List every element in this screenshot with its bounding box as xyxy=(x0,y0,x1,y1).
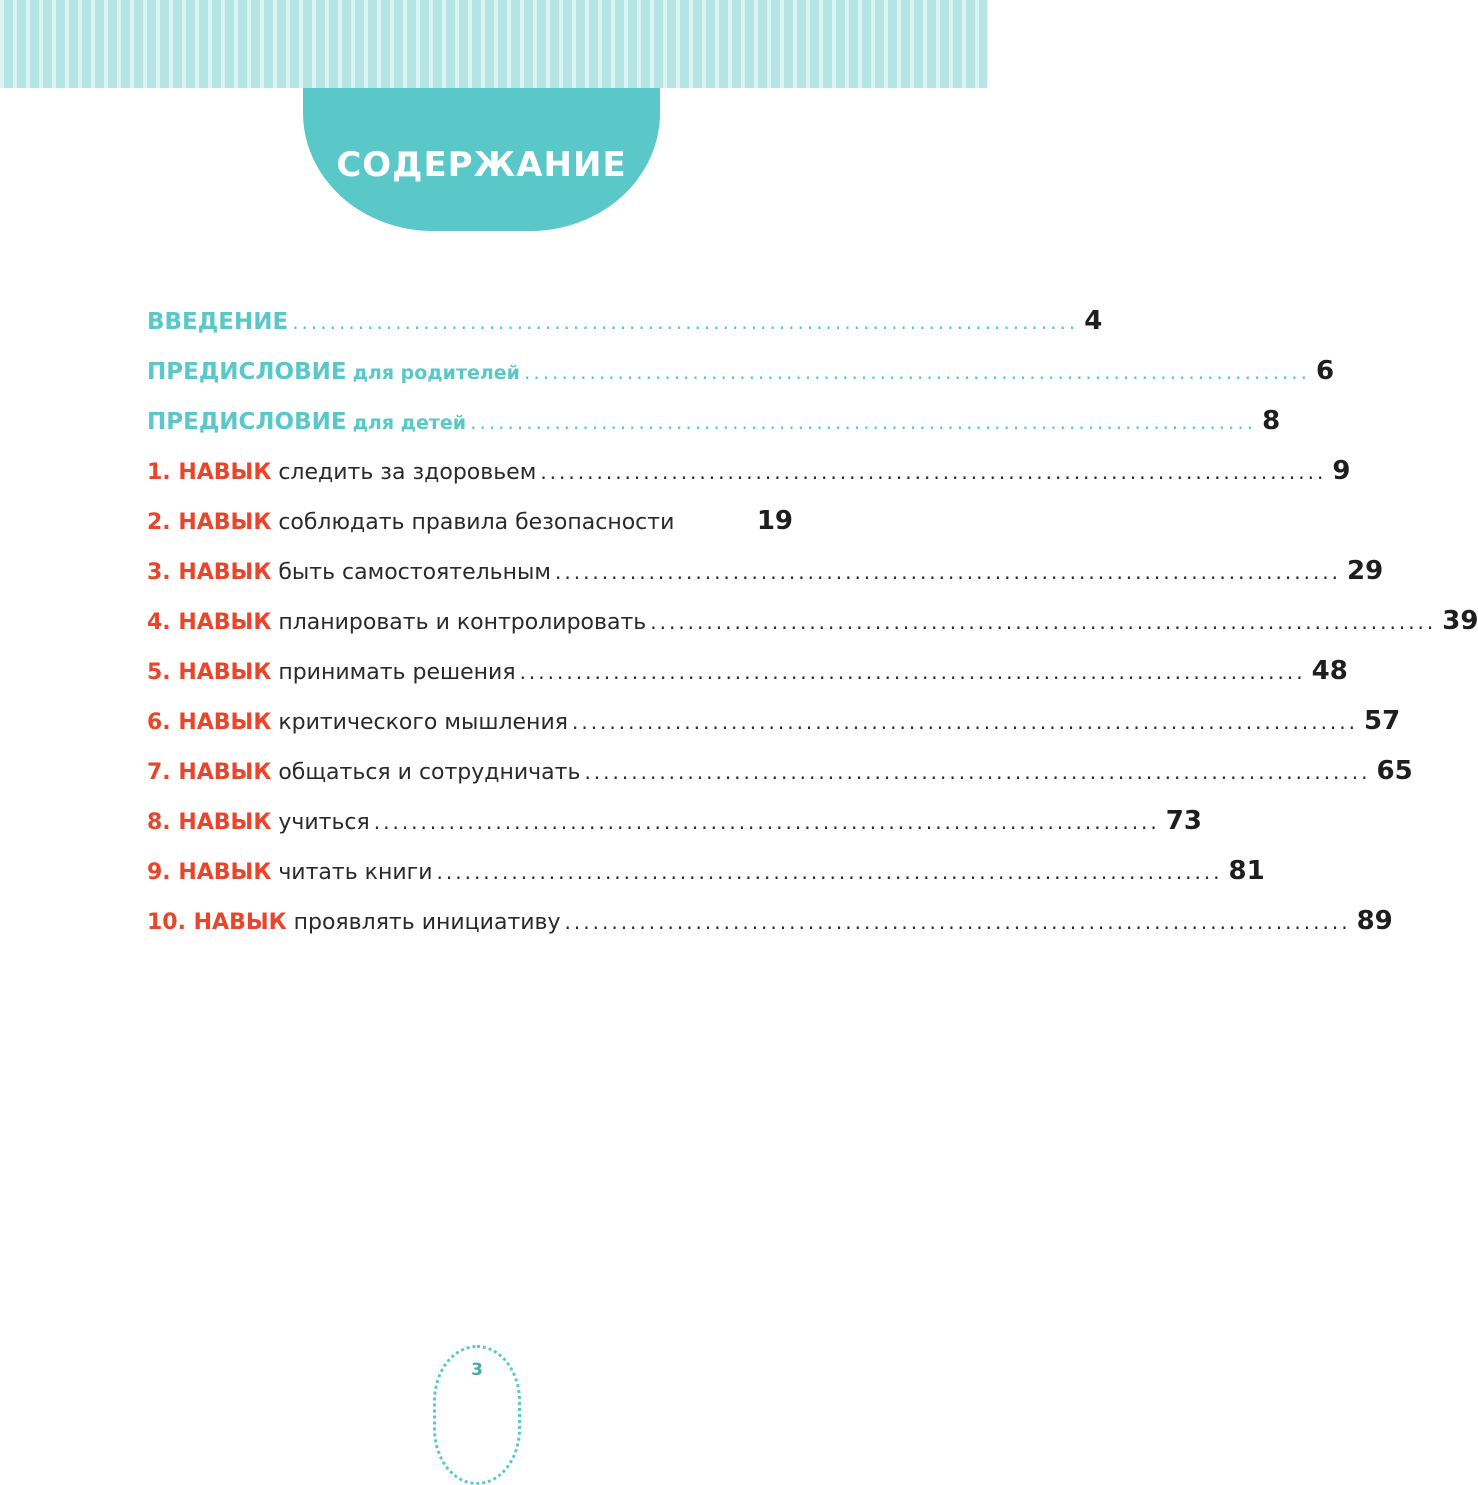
toc-entry-skill-4[interactable] xyxy=(147,596,1478,646)
toc-entry-sublabel: для детей xyxy=(352,412,467,434)
toc-entry-text: планировать и контролировать xyxy=(278,610,647,635)
table-of-contents xyxy=(147,296,1478,946)
toc-entry-foreword-parents[interactable] xyxy=(147,346,1335,396)
toc-entry-text: соблюдать правила безопасности xyxy=(278,510,675,535)
page-number: 3 xyxy=(471,1360,483,1380)
toc-entry-page: 19 xyxy=(756,506,793,536)
toc-entry-label: 7. НАВЫК xyxy=(147,760,272,785)
toc-leader-dots: .................................................................................... xyxy=(540,460,1327,484)
toc-entry-text: следить за здоровьем xyxy=(278,460,537,485)
toc-entry-label: ПРЕДИСЛОВИЕ xyxy=(147,359,347,385)
toc-entry-text: проявлять инициативу xyxy=(293,910,561,935)
toc-entry-skill-6[interactable] xyxy=(147,696,1401,746)
toc-entry-label: 1. НАВЫК xyxy=(147,460,272,485)
toc-entry-introduction[interactable] xyxy=(147,296,1103,346)
toc-entry-page: 89 xyxy=(1356,906,1393,936)
toc-entry-text: учиться xyxy=(278,810,370,835)
toc-leader-dots: .................................................................................... xyxy=(436,860,1223,884)
toc-entry-skill-1[interactable] xyxy=(147,446,1351,496)
toc-entry-page: 39 xyxy=(1442,606,1478,636)
toc-leader-dots: .................................................................................... xyxy=(650,610,1437,634)
toc-entry-page: 8 xyxy=(1262,406,1281,436)
toc-entry-skill-2[interactable] xyxy=(147,496,793,546)
toc-entry-page: 73 xyxy=(1165,806,1202,836)
toc-entry-foreword-children[interactable] xyxy=(147,396,1281,446)
toc-entry-page: 81 xyxy=(1228,856,1265,886)
toc-entry-label: 5. НАВЫК xyxy=(147,660,272,685)
toc-entry-page: 9 xyxy=(1332,456,1351,486)
toc-leader-dots: .................................................................................... xyxy=(523,360,1311,384)
toc-entry-page: 4 xyxy=(1084,306,1103,336)
toc-entry-label: ВВЕДЕНИЕ xyxy=(147,309,289,335)
toc-entry-label: 10. НАВЫК xyxy=(147,910,287,935)
page-title: СОДЕРЖАНИЕ xyxy=(336,145,627,185)
toc-entry-text: общаться и сотрудничать xyxy=(278,760,581,785)
toc-leader-dots: .................................................................................... xyxy=(470,410,1257,434)
toc-entry-label: 8. НАВЫК xyxy=(147,810,272,835)
toc-entry-text: читать книги xyxy=(278,860,433,885)
toc-entry-label: 9. НАВЫК xyxy=(147,860,272,885)
toc-entry-label: 2. НАВЫК xyxy=(147,510,272,535)
toc-entry-label: 4. НАВЫК xyxy=(147,610,272,635)
toc-leader-dots: .................................................................................... xyxy=(584,760,1371,784)
toc-entry-label: ПРЕДИСЛОВИЕ xyxy=(147,409,347,435)
toc-entry-text: быть самостоятельным xyxy=(278,560,551,585)
toc-entry-skill-10[interactable] xyxy=(147,896,1393,946)
toc-entry-page: 57 xyxy=(1364,706,1401,736)
toc-leader-dots: .................................................................................... xyxy=(555,560,1342,584)
toc-entry-skill-9[interactable] xyxy=(147,846,1265,896)
toc-entry-skill-7[interactable] xyxy=(147,746,1413,796)
toc-entry-page: 6 xyxy=(1316,356,1335,386)
toc-entry-page: 65 xyxy=(1376,756,1413,786)
top-decorative-band xyxy=(0,0,987,88)
toc-entry-text: критического мышления xyxy=(278,710,568,735)
toc-leader-dots: .................................................................................... xyxy=(564,910,1351,934)
toc-entry-text: принимать решения xyxy=(278,660,516,685)
toc-leader-dots: .................................................................................... xyxy=(292,310,1079,334)
toc-entry-skill-3[interactable] xyxy=(147,546,1384,596)
toc-entry-label: 3. НАВЫК xyxy=(147,560,272,585)
toc-entry-skill-5[interactable] xyxy=(147,646,1348,696)
toc-leader-dots: .................................................................................... xyxy=(571,710,1359,734)
toc-entry-page: 48 xyxy=(1311,656,1348,686)
toc-leader-dots: .................................................................................... xyxy=(373,810,1160,834)
toc-entry-skill-8[interactable] xyxy=(147,796,1202,846)
toc-entry-page: 29 xyxy=(1347,556,1384,586)
toc-leader-dots: .................................................................................... xyxy=(519,660,1306,684)
toc-entry-sublabel: для родителей xyxy=(352,362,520,384)
toc-entry-label: 6. НАВЫК xyxy=(147,710,272,735)
